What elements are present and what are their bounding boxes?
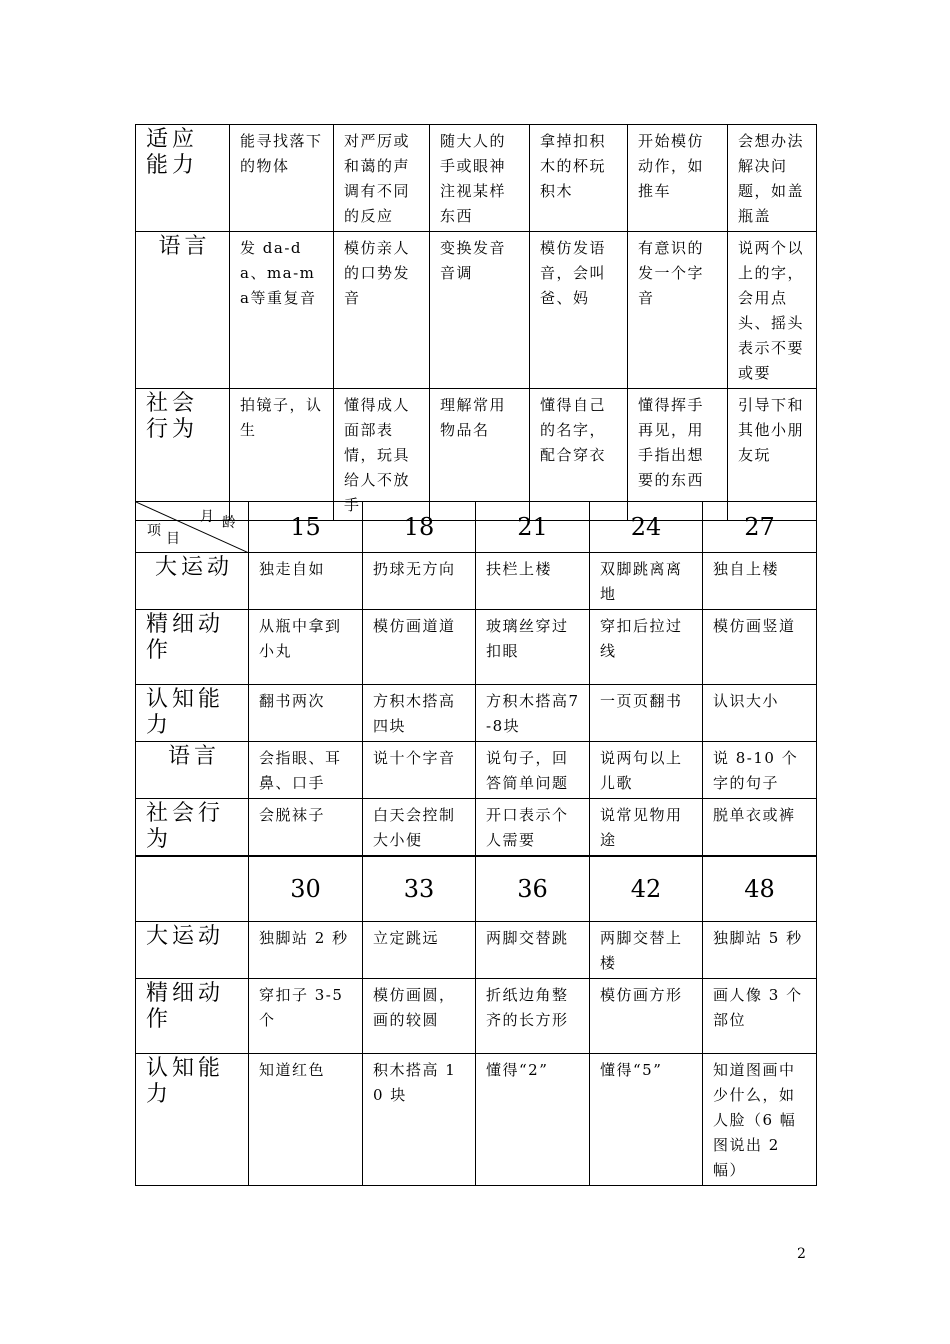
header-month-char2: 龄 [222,515,236,531]
table-development-2 [135,501,817,856]
table-cell: 知道图画中少什么，如人脸（6 幅图说出 2 幅） [703,1054,817,1186]
table-cell: 说 8-10 个字的句子 [703,742,817,799]
table-cell: 独脚站 2 秒 [249,922,363,979]
table-row [136,610,817,685]
table-cell: 说常见物用途 [590,799,703,856]
table-cell: 积木搭高 10 块 [363,1054,476,1186]
table-header-row [136,502,817,553]
row-label-fine-motor: 精细动作 [136,979,249,1054]
table-cell: 懂得自己的名字，配合穿衣 [530,389,628,521]
table-cell: 说两句以上儿歌 [590,742,703,799]
month-header: 18 [363,502,476,553]
row-label-social: 社会行为 [136,799,249,856]
table-cell: 懂得“5” [590,1054,703,1186]
table-cell: 脱单衣或裤 [703,799,817,856]
month-header: 15 [249,502,363,553]
table-cell: 拿掉扣积木的杯玩积木 [530,125,628,232]
table-row [136,685,817,742]
row-label-gross-motor: 大运动 [136,553,249,610]
table-development-1 [135,124,817,521]
month-header: 48 [703,857,817,922]
table-cell: 认识大小 [703,685,817,742]
table-cell: 开口表示个人需要 [476,799,590,856]
table-cell: 方积木搭高四块 [363,685,476,742]
table-cell: 模仿发语音，会叫爸、妈 [530,232,628,389]
month-header: 30 [249,857,363,922]
table-cell: 发 da-da、ma-ma等重复音 [230,232,334,389]
table-cell: 两脚交替跳 [476,922,590,979]
table-cell: 独走自如 [249,553,363,610]
table-cell: 懂得“2” [476,1054,590,1186]
month-header: 27 [703,502,817,553]
row-label-gross-motor: 大运动 [136,922,249,979]
diagonal-header-cell [136,502,249,553]
table-row [136,979,817,1054]
table-cell: 穿扣后拉过线 [590,610,703,685]
table-row [136,1054,817,1186]
row-label-language: 语言 [136,742,249,799]
table-row [136,922,817,979]
table-cell: 模仿亲人的口势发音 [334,232,430,389]
table-cell: 说句子，回答简单问题 [476,742,590,799]
table-cell: 懂得成人面部表情，玩具给人不放手 [334,389,430,521]
month-header: 42 [590,857,703,922]
table-cell: 翻书两次 [249,685,363,742]
table-cell: 有意识的发一个字音 [628,232,728,389]
table-cell: 模仿画竖道 [703,610,817,685]
header-item-char1: 项 [147,523,161,539]
table-cell: 会想办法解决问题，如盖瓶盖 [728,125,817,232]
table-cell: 说两个以上的字，会用点头、摇头表示不要或要 [728,232,817,389]
table-cell: 对严厉或和蔼的声调有不同的反应 [334,125,430,232]
table-row [136,232,817,389]
table-cell: 扔球无方向 [363,553,476,610]
table-cell: 变换发音音调 [430,232,530,389]
table-cell: 说十个字音 [363,742,476,799]
table-cell: 白天会控制大小便 [363,799,476,856]
header-month-char1: 月 [200,509,214,525]
table-cell: 模仿画圆，画的较圆 [363,979,476,1054]
table-cell: 扶栏上楼 [476,553,590,610]
table-cell: 模仿画方形 [590,979,703,1054]
table-cell: 知道红色 [249,1054,363,1186]
table-cell: 开始模仿动作，如推车 [628,125,728,232]
table-cell: 引导下和其他小朋友玩 [728,389,817,521]
table-cell: 画人像 3 个部位 [703,979,817,1054]
table-cell: 独自上楼 [703,553,817,610]
table-cell: 玻璃丝穿过扣眼 [476,610,590,685]
table-cell: 理解常用物品名 [430,389,530,521]
table-cell: 会脱袜子 [249,799,363,856]
table-cell: 一页页翻书 [590,685,703,742]
table-cell: 会指眼、耳鼻、口手 [249,742,363,799]
row-label-social: 社会行为 [136,389,230,521]
row-label-fine-motor: 精细动作 [136,610,249,685]
table-cell: 拍镜子，认生 [230,389,334,521]
table-row [136,742,817,799]
table-cell: 独脚站 5 秒 [703,922,817,979]
table-row [136,799,817,856]
header-item-char2: 目 [166,531,180,547]
empty-header-cell [136,857,249,922]
table-cell: 两脚交替上楼 [590,922,703,979]
row-label-cognitive: 认知能力 [136,685,249,742]
table-cell: 模仿画道道 [363,610,476,685]
table-row [136,553,817,610]
table-cell: 穿扣子 3-5 个 [249,979,363,1054]
table-row [136,125,817,232]
page-number: 2 [797,1246,806,1262]
table-cell: 立定跳远 [363,922,476,979]
table-cell: 从瓶中拿到小丸 [249,610,363,685]
month-header: 33 [363,857,476,922]
month-header: 36 [476,857,590,922]
row-label-adaptive: 适应能力 [136,125,230,232]
row-label-language: 语言 [136,232,230,389]
table-development-3 [135,856,817,1186]
table-cell: 能寻找落下的物体 [230,125,334,232]
month-header: 24 [590,502,703,553]
table-cell: 随大人的手或眼神注视某样东西 [430,125,530,232]
table-header-row [136,857,817,922]
table-cell: 懂得挥手再见，用手指出想要的东西 [628,389,728,521]
table-cell: 折纸边角整齐的长方形 [476,979,590,1054]
row-label-cognitive: 认知能力 [136,1054,249,1186]
month-header: 21 [476,502,590,553]
table-cell: 双脚跳离离地 [590,553,703,610]
table-cell: 方积木搭高7-8块 [476,685,590,742]
